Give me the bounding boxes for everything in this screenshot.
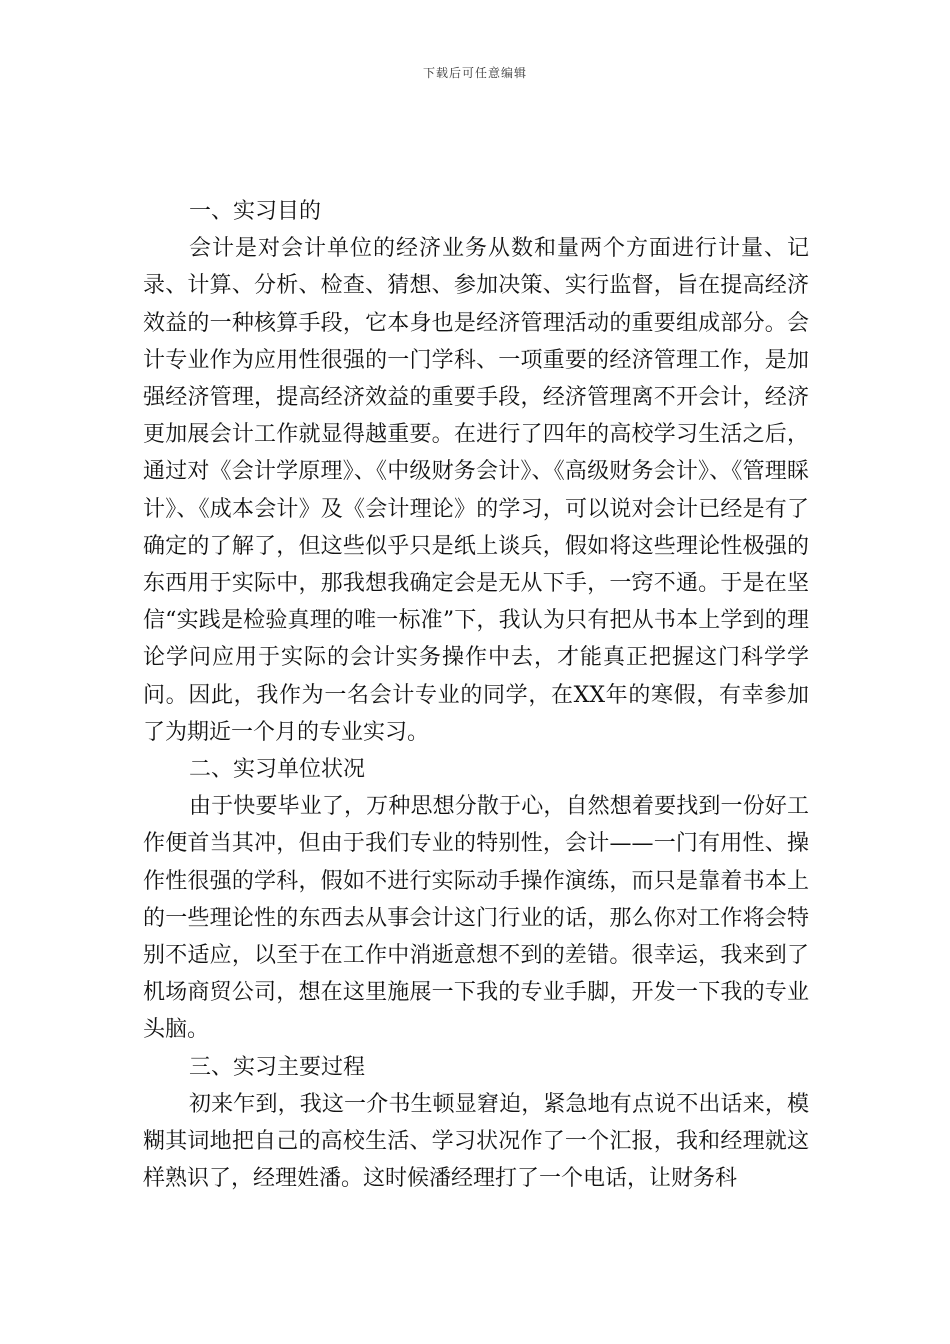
- section-heading-purpose: 一、实习目的: [189, 199, 322, 224]
- section-paragraph-unit-status: 由于快要毕业了，万种思想分散于心，自然想着要找到一份好工作便首当其冲，但由于我们专业的特别性，会计——一门有用性、操作性很强的学科，假如不进行实际动手操作演练，而只是靠着书本上的一些理论性的东西去从事会计这门行业的话，那么你对工作将会特别不适应，以至于在工作中消逝意想不到的差错。很幸运，我来到了机场商贸公司，想在这里施展一下我的专业手脚，开发一下我的专业头脑。: [143, 794, 809, 1043]
- page-header-note: 下载后可任意编辑: [422, 66, 527, 80]
- section-heading-unit-status: 二、实习单位状况: [189, 757, 366, 783]
- section-heading-main-process: 三、实习主要过程: [189, 1054, 366, 1080]
- section-paragraph-purpose: 会计是对会计单位的经济业务从数和量两个方面进行计量、记录、计算、分析、检查、猜想、参加决策、实行监督，旨在提高经济效益的一种核算手段，它本身也是经济管理活动的重要组成部分。会计专业作为应用性很强的一门学科、一项重要的经济管理工作，是加强经济管理，提高经济效益的重要手段，经济管理离不开会计，经济更加展会计工作就显得越重要。在进行了四年的高校学习生活之后，通过对《会计学原理》、《中级财务会计》、《高级财务会计》、《管理睬计》、《成本会计》及《会计理论》的学习，可以说对会计已经是有了确定的了解了，但这些似乎只是纸上谈兵，假如将这些理论性极强的东西用于实际中，那我想我确定会是无从下手，一窍不通。于是在坚信“实践是检验真理的唯一标准”下，我认为只有把从书本上学到的理论学问应用于实际的会计实务操作中去，才能真正把握这门科学学问。因此，我作为一名会计专业的同学，在XX年的寒假，有幸参加了为期近一个月的专业实习。: [143, 236, 809, 745]
- document-body: [143, 193, 809, 1197]
- section-paragraph-main-process: 初来乍到，我这一介书生顿显窘迫，紧急地有点说不出话来，模糊其词地把自己的高校生活、学习状况作了一个汇报，我和经理就这样熟识了，经理姓潘。这时候潘经理打了一个电话，让财务科: [143, 1091, 809, 1192]
